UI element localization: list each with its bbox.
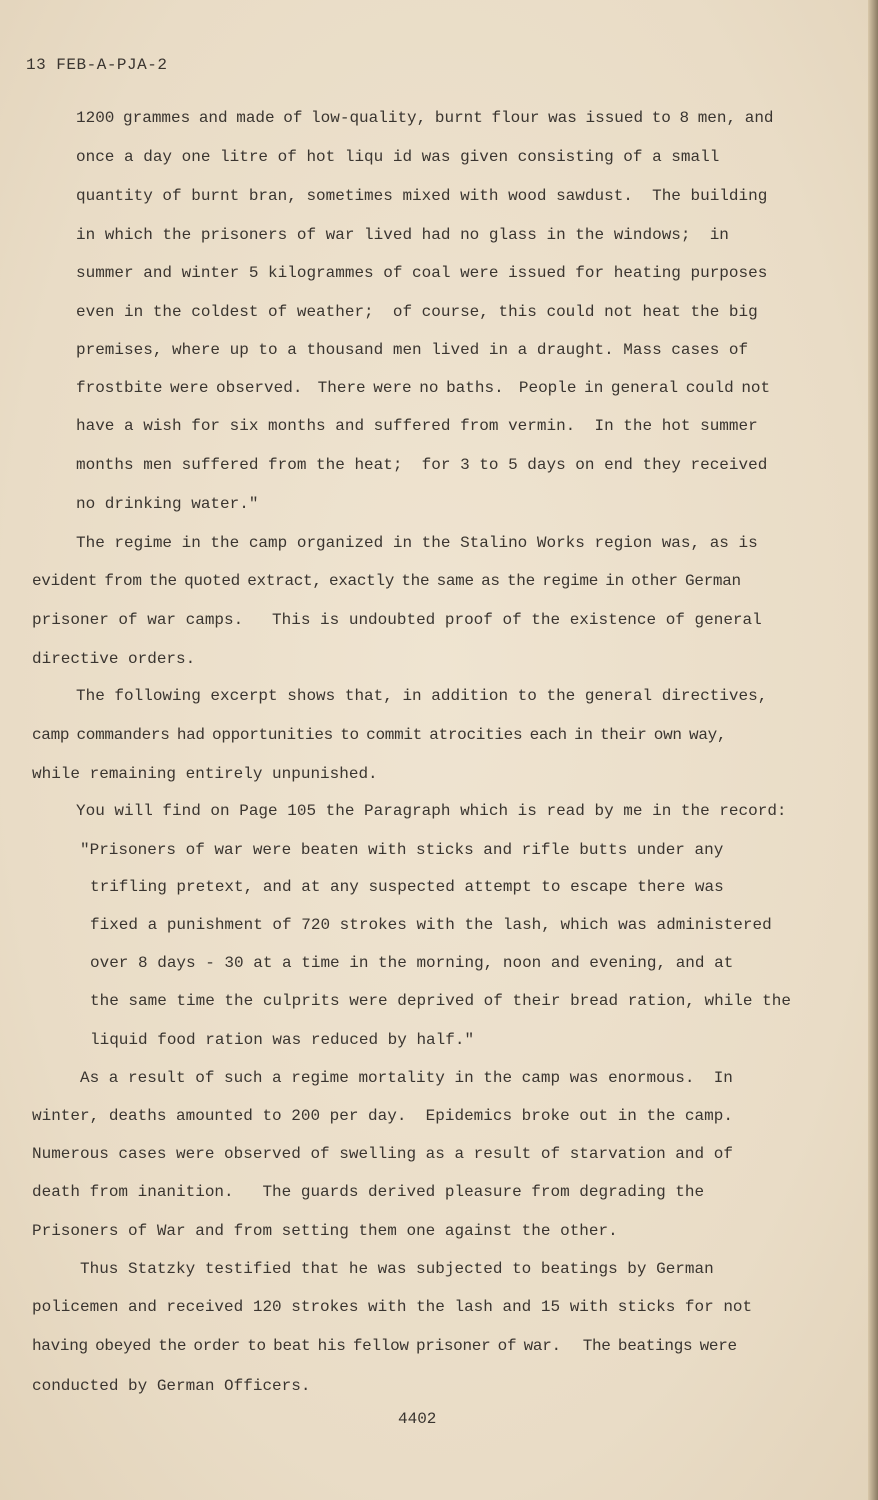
text-line: Numerous cases were observed of swelling as a result of starvation and of [32,1145,733,1163]
text-line: Thus Statzky testified that he was subjected to beatings by German [80,1260,714,1278]
text-line: conducted by German Officers. [32,1377,311,1395]
text-line: fixed a punishment of 720 strokes with the lash, which was administered [90,916,772,934]
page-edge [868,0,878,1500]
text-line: liquid food ration was reduced by half." [90,1031,475,1049]
text-line: Prisoners of War and from setting them one against the other. [32,1222,618,1240]
text-line: frostbite were observed. There were no baths. People in general could not [76,379,771,397]
text-line: summer and winter 5 kilogrammes of coal were issued for heating purposes [76,264,768,282]
text-line: As a result of such a regime mortality in the camp was enormous. In [80,1069,733,1087]
text-line: winter, deaths amounted to 200 per day. Epidemics broke out in the camp. [32,1107,733,1125]
text-line: The regime in the camp organized in the Stalino Works region was, as is [76,534,758,552]
text-line: 1200 grammes and made of low-quality, burnt flour was issued to 8 men, and [76,109,774,127]
text-line: camp commanders had opportunities to commit atrocities each in their own way, [32,726,727,744]
text-line: the same time the culprits were deprived of their bread ration, while the [90,992,791,1010]
text-line: months men suffered from the heat; for 3 to 5 days on end they received [76,456,768,474]
text-line: trifling pretext, and at any suspected attempt to escape there was [90,878,724,896]
text-line: even in the coldest of weather; of course, this could not heat the big [76,303,758,321]
text-line: evident from the quoted extract, exactly the same as the regime in other German [32,572,741,590]
text-line: over 8 days - 30 at a time in the morning, noon and evening, and at [90,954,734,972]
text-line: have a wish for six months and suffered from vermin. In the hot summer [76,417,758,435]
text-line: premises, where up to a thousand men lived in a draught. Mass cases of [76,341,749,359]
text-line: death from inanition. The guards derived pleasure from degrading the [32,1183,705,1201]
text-line: quantity of burnt bran, sometimes mixed with wood sawdust. The building [76,187,768,205]
page-number: 4402 [398,1410,437,1428]
text-line: policemen and received 120 strokes with the lash and 15 with sticks for not [32,1298,753,1316]
text-line: no drinking water." [76,495,259,513]
text-line: directive orders. [32,650,196,668]
text-line: in which the prisoners of war lived had no glass in the windows; in [76,226,729,244]
text-line: The following excerpt shows that, in addition to the general directives, [76,687,768,705]
text-line: having obeyed the order to beat his fellow prisoner of war. The beatings were [32,1337,737,1355]
text-line: while remaining entirely unpunished. [32,765,378,783]
document-reference: 13 FEB-A-PJA-2 [26,56,168,74]
text-line: "Prisoners of war were beaten with sticks and rifle butts under any [80,841,724,859]
text-line: You will find on Page 105 the Paragraph which is read by me in the record: [76,802,787,820]
text-line: once a day one litre of hot liqu id was given consisting of a small [76,148,720,166]
text-line: prisoner of war camps. This is undoubted proof of the existence of general [32,611,762,629]
